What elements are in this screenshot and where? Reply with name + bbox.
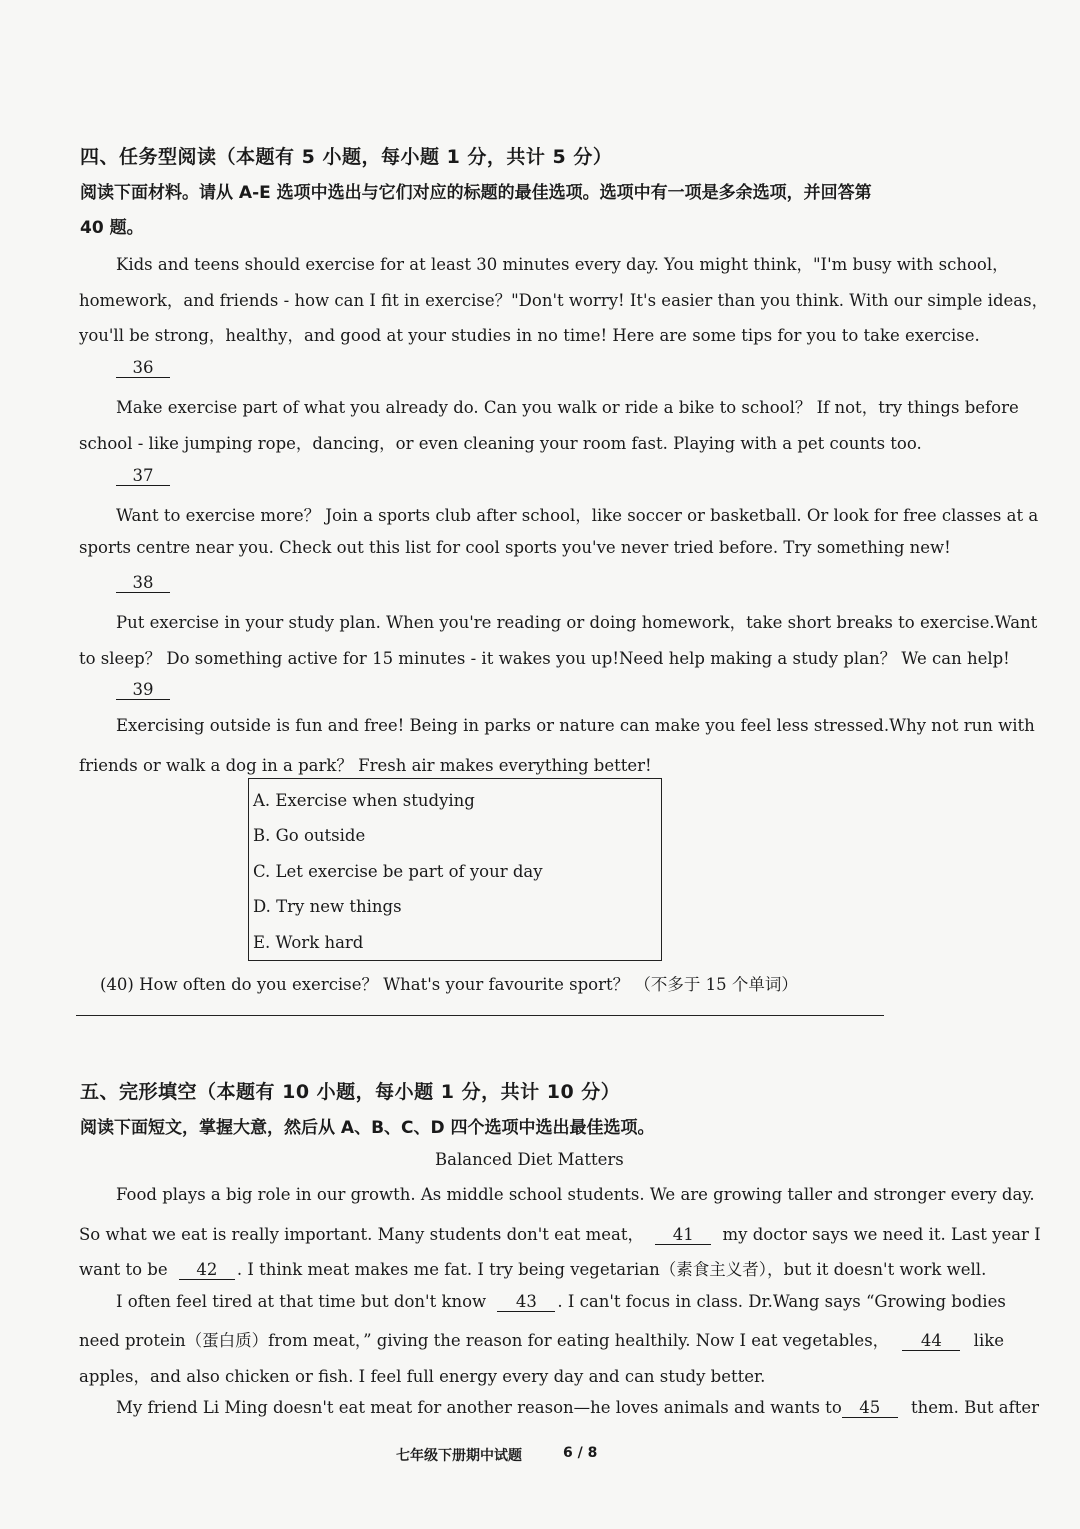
blank-36[interactable]: [116, 358, 170, 378]
option-a[interactable]: A. Exercise when studying: [253, 791, 475, 810]
blank-42[interactable]: 42: [179, 1261, 235, 1280]
blank-39[interactable]: [116, 680, 170, 700]
cloze-line-5: [79, 1327, 1004, 1351]
option-b[interactable]: B. Go outside: [253, 826, 366, 845]
blank-45[interactable]: 45: [842, 1399, 898, 1418]
section-5-title: 五、完形填空（本题有 10 小题，每小题 1 分，共计 10 分）: [80, 1081, 621, 1103]
para-36-line-2: school - like jumping rope，dancing，or even cleaning your room fast. Playing with a pet counts too.: [79, 434, 922, 453]
cloze-line-4-start: I often feel tired at that time but don't know: [116, 1292, 487, 1311]
cloze-line-2: [79, 1221, 1041, 1245]
para-37-line-2: sports centre near you. Check out this list for cool sports you've never tried before. Try something new!: [79, 538, 951, 557]
cloze-line-5-end: like: [973, 1331, 1004, 1350]
para-37-line-1: Want to exercise more？ Join a sports club after school，like soccer or basketball. Or look for free classes at a: [116, 506, 1039, 525]
para-36-line-1: Make exercise part of what you already do. Can you walk or ride a bike to school？ If not，try things before: [116, 398, 1019, 417]
cloze-line-2-start: So what we eat is really important. Many students don't eat meat，: [79, 1225, 645, 1244]
question-40: (40) How often do you exercise？ What's your favourite sport？ （不多于 15 个单词）: [100, 975, 798, 994]
option-d[interactable]: D. Try new things: [253, 897, 402, 916]
blank-41[interactable]: 41: [655, 1226, 711, 1245]
section-5-instruction: 阅读下面短文，掌握大意，然后从 A、B、C、D 四个选项中选出最佳选项。: [80, 1118, 655, 1138]
para-38-line-2: to sleep？ Do something active for 15 minutes - it wakes you up!Need help making a study plan？ We can help!: [79, 649, 1010, 668]
footer-exam-name: 七年级下册期中试题: [396, 1448, 522, 1464]
cloze-line-4-end: . I can't focus in class. Dr.Wang says “Growing bodies: [557, 1292, 1006, 1311]
cloze-line-2-end: my doctor says we need it. Last year I: [722, 1225, 1041, 1244]
section-4-instruction-line1: 阅读下面材料。请从 A-E 选项中选出与它们对应的标题的最佳选项。选项中有一项是多余选项，并回答第: [80, 183, 872, 203]
cloze-line-7-start: My friend Li Ming doesn't eat meat for another reason—he loves animals and wants to: [116, 1398, 842, 1417]
option-e[interactable]: E. Work hard: [253, 933, 364, 952]
cloze-line-6: apples，and also chicken or fish. I feel full energy every day and can study better.: [79, 1367, 766, 1386]
section-4-instruction-line2: 40 题。: [80, 218, 144, 238]
intro-line-3: you'll be strong，healthy，and good at your studies in no time! Here are some tips for you to take exercise.: [79, 326, 980, 345]
passage-title: Balanced Diet Matters: [435, 1150, 624, 1169]
para-38-line-1: Put exercise in your study plan. When you're reading or doing homework，take short breaks to exercise.Want: [116, 613, 1038, 632]
option-c[interactable]: C. Let exercise be part of your day: [253, 862, 543, 881]
blank-39-number: 39: [116, 681, 170, 700]
intro-line-2: homework，and friends - how can I fit in exercise？"Don't worry! It's easier than you think. With our simple ideas，: [79, 291, 1049, 310]
cloze-line-1: Food plays a big role in our growth. As middle school students. We are growing taller and stronger every day.: [116, 1185, 1035, 1204]
blank-43[interactable]: 43: [497, 1293, 555, 1312]
blank-36-number: 36: [116, 359, 170, 378]
answer-line-40[interactable]: [76, 1015, 884, 1016]
options-box: [248, 778, 662, 961]
cloze-line-3: [79, 1256, 986, 1280]
para-39-line-2: friends or walk a dog in a park？ Fresh air makes everything better!: [79, 756, 652, 775]
footer-page-number: 6 / 8: [563, 1445, 598, 1461]
section-4-title: 四、任务型阅读（本题有 5 小题，每小题 1 分，共计 5 分）: [80, 146, 613, 168]
cloze-line-7: [116, 1398, 1039, 1418]
blank-37-number: 37: [116, 467, 170, 486]
blank-37[interactable]: [116, 466, 170, 486]
intro-line-1: Kids and teens should exercise for at least 30 minutes every day. You might think，"I'm busy with school，: [116, 255, 1009, 274]
blank-38[interactable]: [116, 573, 170, 593]
cloze-line-3-start: want to be: [79, 1260, 168, 1279]
cloze-line-3-end: . I think meat makes me fat. I try being vegetarian（素食主义者），but it doesn't work well.: [236, 1260, 987, 1279]
para-39-line-1: Exercising outside is fun and free! Being in parks or nature can make you feel less stressed.Why not run with: [116, 716, 1035, 735]
blank-38-number: 38: [116, 574, 170, 593]
cloze-line-5-start: need protein（蛋白质）from meat，” giving the reason for eating healthily. Now I eat vegetables，: [79, 1331, 890, 1350]
cloze-line-4: [116, 1292, 1006, 1312]
blank-44[interactable]: 44: [902, 1332, 960, 1351]
cloze-line-7-end: them. But after: [911, 1398, 1040, 1417]
